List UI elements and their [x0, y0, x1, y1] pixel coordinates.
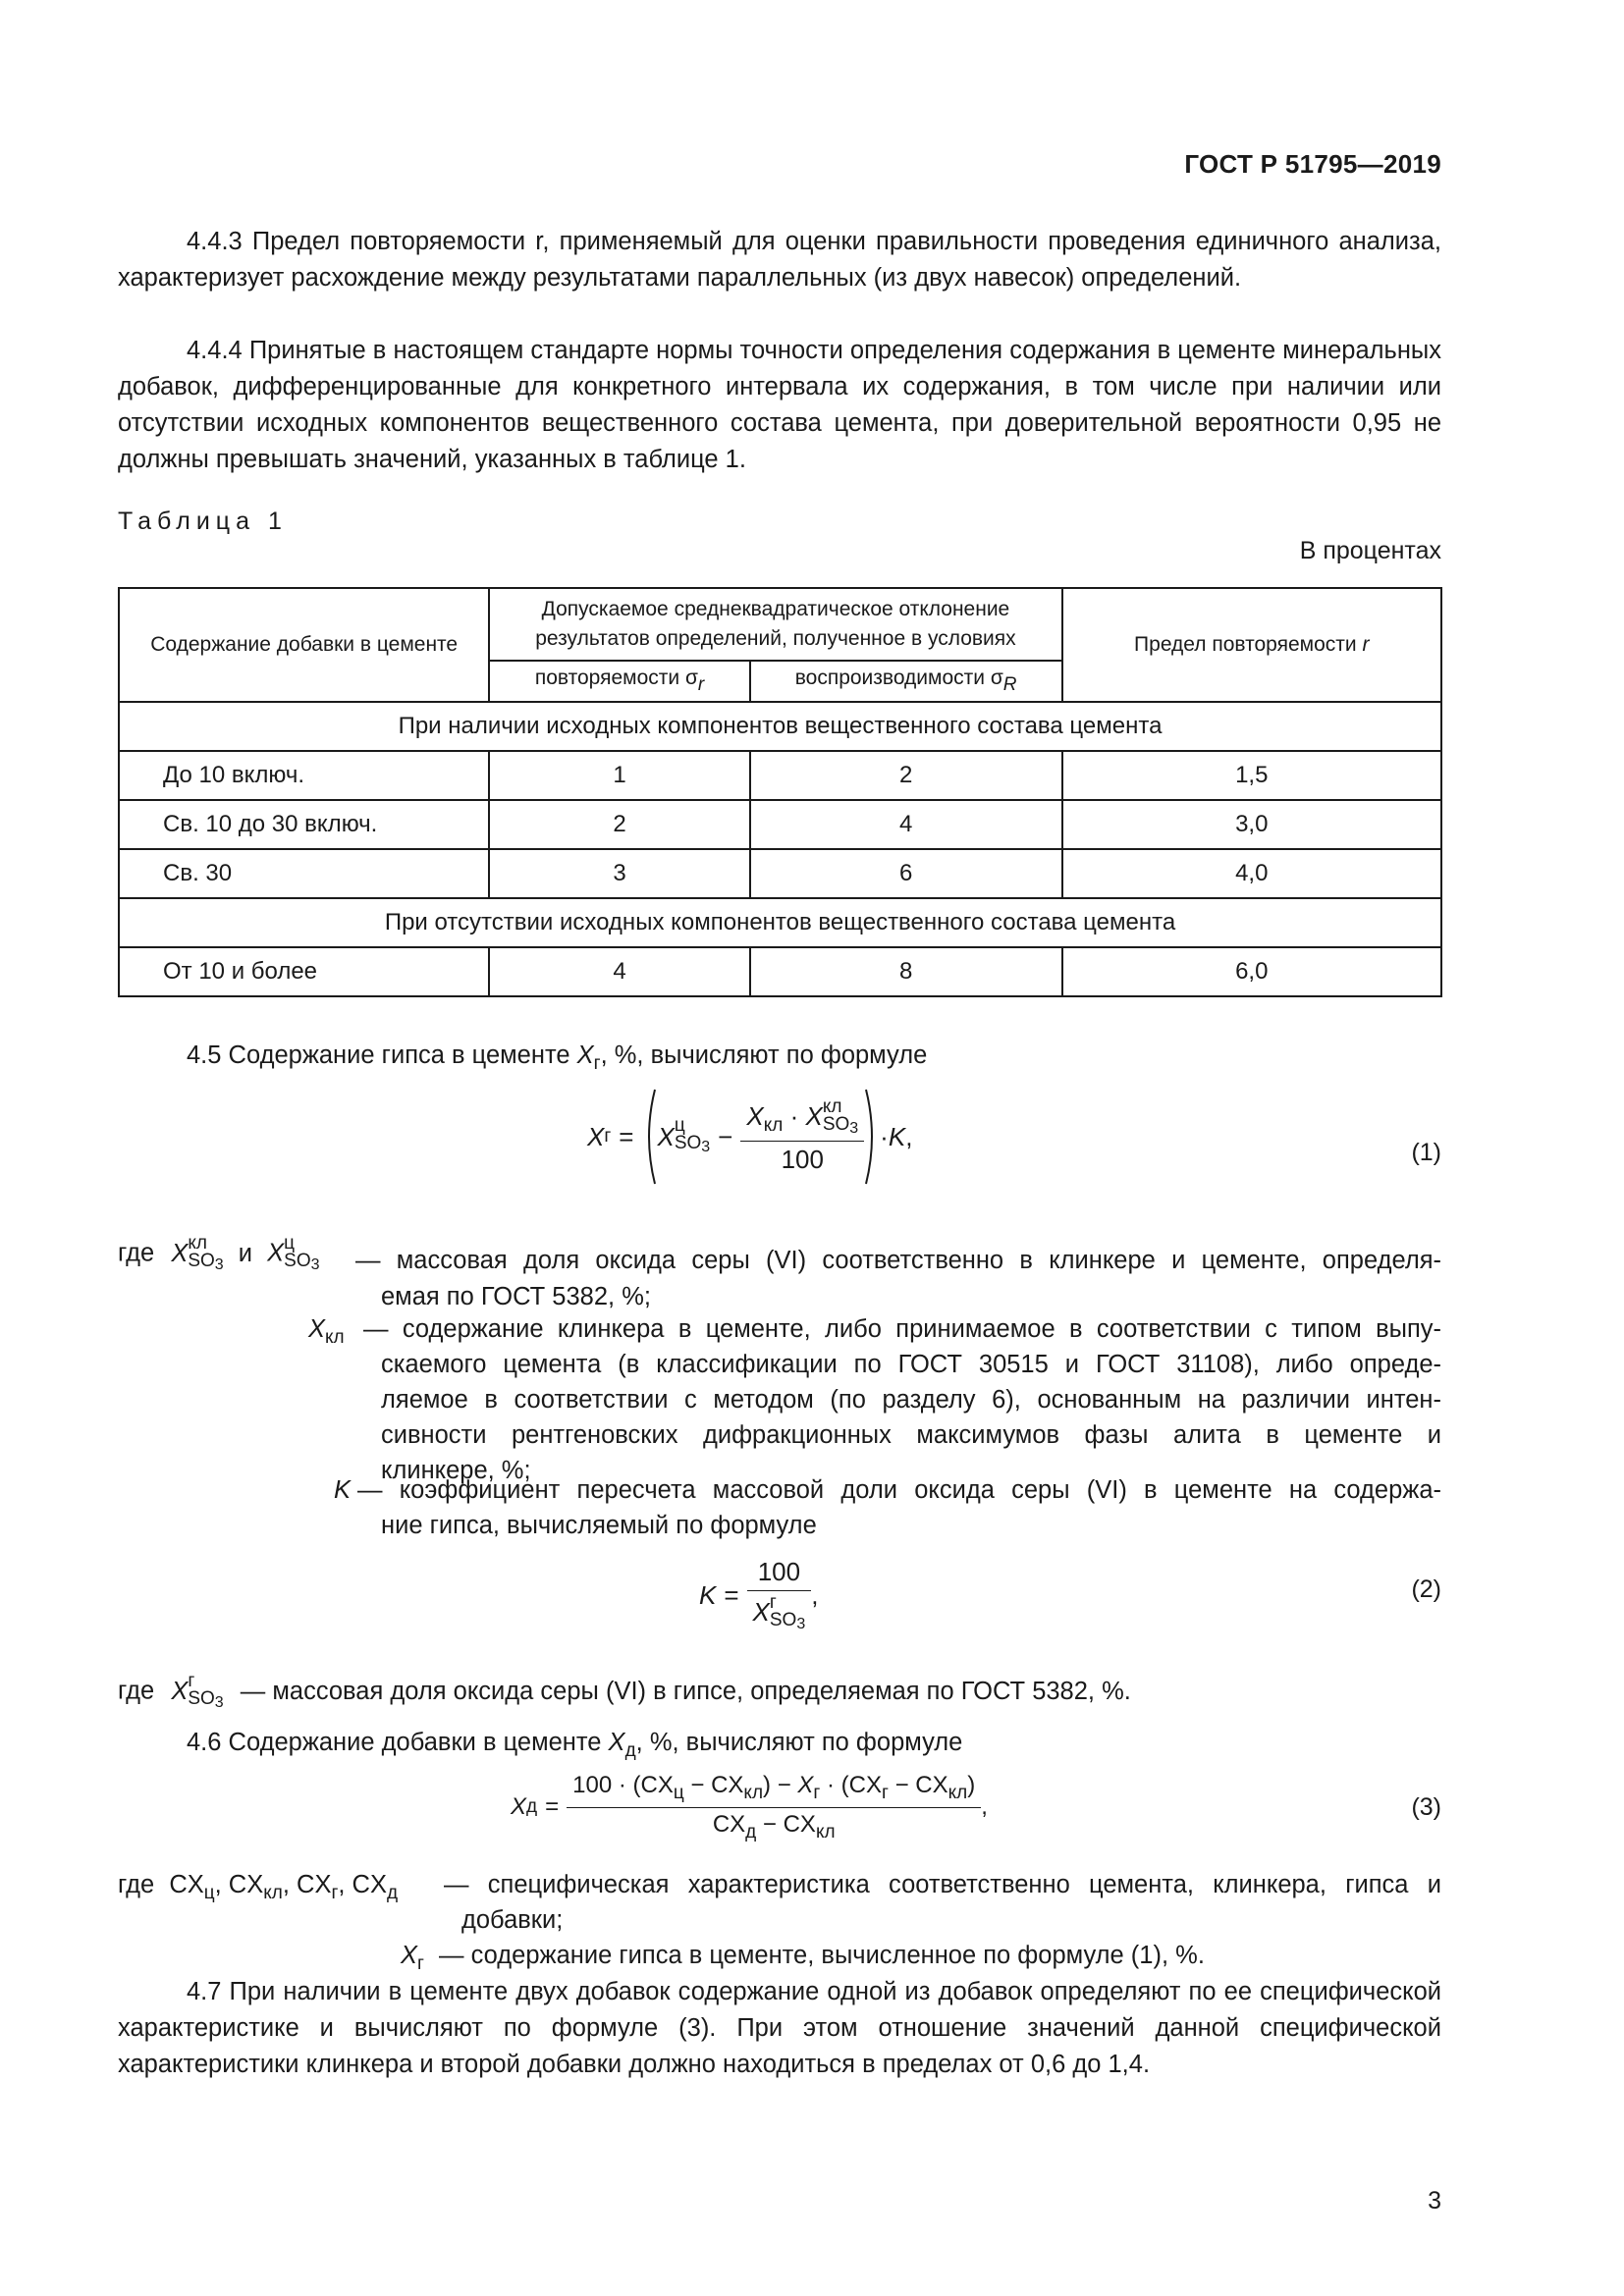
- cell-sr: 1: [489, 751, 749, 800]
- header-repeatability-label: повторяемости σ: [534, 667, 698, 689]
- formula-3: [511, 1763, 988, 1851]
- eq3-num-1: 100 · (CX: [572, 1771, 674, 1798]
- eq1-k: K: [888, 1121, 906, 1151]
- where1-x1-sub3: 3: [214, 1256, 224, 1273]
- table-row: [119, 751, 1441, 800]
- where3-s3: г: [331, 1883, 339, 1903]
- eq2-den-sup: г: [769, 1592, 777, 1613]
- where1-xkl-symbol: X: [308, 1315, 326, 1343]
- p46-symbol: X: [608, 1729, 625, 1756]
- where2-x-sub3: 3: [214, 1694, 224, 1711]
- header-reproducibility: [750, 661, 1062, 702]
- eq1-x-sub: SO: [674, 1133, 702, 1153]
- where1-text-a2: емая по ГОСТ 5382, %;: [381, 1283, 651, 1310]
- eq1-x-sub3: 3: [701, 1139, 711, 1155]
- eq3-num-x: X: [797, 1771, 814, 1798]
- where1-x1-sup: кл: [188, 1233, 207, 1254]
- where1-x1-sub: SO: [188, 1251, 215, 1271]
- header-repeatability-sub: r: [697, 674, 705, 695]
- eq2-equals: =: [724, 1579, 739, 1610]
- eq3-num-2-sub: кл: [743, 1782, 764, 1803]
- table-unit: В процентах: [1299, 537, 1441, 564]
- where1-text-b1: — содержание клинкера в цементе, либо принимаемое в соответствии с типом выпу-: [363, 1315, 1441, 1343]
- cell-content: Св. 30: [119, 849, 489, 898]
- header-limit: [1062, 588, 1441, 702]
- where1-x2-script: [284, 1235, 319, 1274]
- cell-content: Св. 10 до 30 включ.: [119, 800, 489, 849]
- where3-cx-4: , CX: [338, 1871, 387, 1898]
- header-group: Допускаемое среднеквадратическое отклонение результатов определений, полученное в условиях: [489, 588, 1061, 661]
- eq1-num-b-sub3: 3: [849, 1120, 859, 1137]
- where1-gde: где: [118, 1239, 155, 1267]
- eq3-den-2-sub: кл: [815, 1821, 836, 1842]
- cell-content: До 10 включ.: [119, 751, 489, 800]
- paragraph-4-7: 4.7 При наличии в цементе двух добавок содержание одной из добавок определяют по ее специфической характеристике и вычисляют по формуле (3). При этом отношение значений данной специфической характеристики клинкера и второй добавки должно находиться в пределах от 0,6 до 1,4.: [118, 1978, 1441, 2078]
- eq3-num-3: ) −: [763, 1771, 798, 1798]
- eq1-lhs-sub: г: [604, 1126, 612, 1147]
- page-number: 3: [1428, 2187, 1441, 2215]
- eq1-num-b: X: [805, 1100, 823, 1131]
- section-row-2: При отсутствии исходных компонентов вещественного состава цемента: [119, 898, 1441, 947]
- where1-x1: X: [171, 1239, 189, 1267]
- eq2-numerator: 100: [747, 1557, 812, 1591]
- header-content: Содержание добавки в цементе: [119, 588, 489, 702]
- eq1-denominator: 100: [781, 1145, 824, 1174]
- table-row: [119, 800, 1441, 849]
- where1-text-c2: ние гипса, вычисляемый по формуле: [381, 1512, 817, 1539]
- where-cx-list: [118, 1867, 398, 1911]
- where1-x2-sub: SO: [284, 1251, 311, 1271]
- where1-text-b4: сивности рентгеновских дифракционных максимумов фазы алита в цементе и: [381, 1421, 1441, 1449]
- formula-1: [587, 1088, 912, 1186]
- eq3-den-1: CX: [712, 1810, 746, 1838]
- cell-r: 3,0: [1062, 800, 1441, 849]
- cell-sr: 4: [489, 947, 749, 996]
- cell-r: 6,0: [1062, 947, 1441, 996]
- eq2-lhs: K: [699, 1579, 717, 1610]
- where3-cx-3: , CX: [282, 1871, 332, 1898]
- eq1-numerator: [740, 1098, 864, 1142]
- where3-xg-symbol: X: [401, 1942, 418, 1969]
- section-row-1: При наличии исходных компонентов вещественного состава цемента: [119, 702, 1441, 751]
- where3-cx-2: , CX: [214, 1871, 264, 1898]
- formula-2: [699, 1551, 818, 1639]
- equation-number-3: (3): [1411, 1793, 1441, 1821]
- where3-text-a1: — специфическая характеристика соответственно цемента, клинкера, гипса и: [444, 1871, 1441, 1898]
- where3-s4: д: [386, 1883, 399, 1903]
- equation-number-1: (1): [1411, 1139, 1441, 1166]
- eq3-fraction: [567, 1772, 981, 1843]
- eq2-den-script: [770, 1594, 805, 1633]
- p46-suffix: , %, вычисляют по формуле: [635, 1729, 963, 1756]
- eq3-denominator: [567, 1808, 981, 1843]
- where1-text-a: — массовая доля оксида серы (VI) соответственно в клинкере и цементе, определя-: [355, 1247, 1441, 1274]
- where2-gde: где: [118, 1677, 155, 1705]
- eq3-lhs: X: [511, 1793, 527, 1820]
- eq2-denominator: [747, 1591, 812, 1633]
- left-paren-icon: [641, 1088, 657, 1186]
- where-x-gypsum: [118, 1673, 1131, 1712]
- where1-x2-sup: ц: [284, 1233, 296, 1254]
- eq1-num-b-sup: кл: [822, 1096, 842, 1117]
- eq3-num-5-sub: кл: [947, 1782, 968, 1803]
- cell-sR: 2: [750, 751, 1062, 800]
- eq1-lhs: X: [587, 1121, 605, 1151]
- eq1-fraction: [740, 1098, 864, 1175]
- eq3-num-x-sub: г: [813, 1782, 821, 1803]
- where2-x-sup: г: [188, 1671, 195, 1691]
- eq1-x-script: [675, 1117, 710, 1156]
- p45-sub: г: [593, 1053, 601, 1074]
- table-row: [119, 947, 1441, 996]
- eq1-x: X: [657, 1121, 675, 1151]
- p46-sub: д: [624, 1740, 636, 1761]
- where3-cx-1: CX: [169, 1871, 204, 1898]
- where1-text-b2: скаемого цемента (в классификации по ГОСТ 30515 и ГОСТ 31108), либо опреде-: [381, 1351, 1441, 1378]
- where1-xkl: [308, 1311, 345, 1356]
- where2-x-script: [188, 1673, 223, 1712]
- p45-symbol: X: [576, 1041, 594, 1069]
- where1-text-c1: — коэффициент пересчета массовой доли оксида серы (VI) в цементе на содержа-: [357, 1476, 1441, 1504]
- where2-x: X: [171, 1677, 189, 1705]
- eq3-num-4: · (CX: [820, 1771, 883, 1798]
- eq3-den-1-sub: д: [745, 1821, 757, 1842]
- table-row: [119, 849, 1441, 898]
- p45-suffix: , %, вычисляют по формуле: [600, 1041, 928, 1069]
- precision-table: [118, 587, 1442, 997]
- right-paren-icon: [864, 1088, 880, 1186]
- where1-text-b5: клинкере, %;: [381, 1457, 531, 1484]
- eq3-lhs-sub: д: [526, 1796, 538, 1817]
- where1-x2: X: [267, 1239, 285, 1267]
- cell-sR: 4: [750, 800, 1062, 849]
- eq3-num-6: ): [967, 1771, 976, 1798]
- where2-text: — массовая доля оксида серы (VI) в гипсе, определяемая по ГОСТ 5382, %.: [240, 1677, 1131, 1705]
- cell-sr: 2: [489, 800, 749, 849]
- eq3-den-2: − CX: [756, 1810, 816, 1838]
- eq3-num-5: − CX: [888, 1771, 948, 1798]
- header-repeatability: [489, 661, 749, 702]
- eq1-dot: ·: [789, 1100, 799, 1131]
- eq1-minus: −: [718, 1121, 733, 1151]
- cell-sR: 8: [750, 947, 1062, 996]
- cell-content: От 10 и более: [119, 947, 489, 996]
- p46-prefix: 4.6 Содержание добавки в цементе: [187, 1729, 602, 1756]
- cell-r: 1,5: [1062, 751, 1441, 800]
- header-limit-label: Предел повторяемости: [1134, 633, 1357, 656]
- eq2-den-sub: SO: [769, 1610, 797, 1630]
- header-reproducibility-sub: R: [1002, 674, 1017, 695]
- eq1-num-a-sub: кл: [763, 1114, 784, 1136]
- where2-x-sub: SO: [188, 1688, 215, 1709]
- eq1-num-b-script: [823, 1098, 858, 1138]
- where1-x2-sub3: 3: [310, 1256, 320, 1273]
- eq1-dot-k: ·: [880, 1121, 889, 1151]
- cell-sr: 3: [489, 849, 749, 898]
- eq3-equals: =: [545, 1793, 560, 1820]
- where1-and: и: [238, 1239, 253, 1267]
- where1-k-symbol: K: [334, 1476, 352, 1504]
- where1-x1-script: [188, 1235, 223, 1274]
- eq2-den-x: X: [752, 1596, 770, 1627]
- eq1-comma: ,: [905, 1121, 913, 1151]
- eq2-fraction: [747, 1557, 812, 1633]
- eq3-comma: ,: [981, 1793, 988, 1820]
- where3-text-a2: добавки;: [461, 1906, 564, 1934]
- eq3-num-1-sub: ц: [673, 1782, 684, 1803]
- eq3-num-2: − CX: [683, 1771, 744, 1798]
- eq2-den-sub3: 3: [796, 1616, 806, 1632]
- eq3-num-4-sub: г: [882, 1782, 889, 1803]
- eq1-equals: =: [619, 1121, 634, 1151]
- where1-text-b3: ляемое в соответствии с методом (по разделу 6), основанным на различии интен-: [381, 1386, 1441, 1414]
- eq1-num-b-sub: SO: [822, 1114, 850, 1135]
- eq3-numerator: [567, 1772, 981, 1808]
- header-limit-symbol: r: [1362, 633, 1370, 656]
- where3-s1: ц: [203, 1883, 215, 1903]
- eq1-num-a: X: [746, 1100, 764, 1131]
- eq2-comma: ,: [811, 1579, 819, 1610]
- paragraph-4-4-4: 4.4.4 Принятые в настоящем стандарте нормы точности определения содержания в цементе минеральных добавок, дифференцированные для конкретного интервала их содержания, в том числе при наличии или отсутствии исходных компонентов вещественного состава цемента, при доверительной вероятности 0,95 не должны превышать значений, указанных в таблице 1.: [118, 337, 1441, 473]
- table-caption: Таблица 1: [118, 507, 288, 535]
- where-x-so3: [118, 1235, 320, 1274]
- cell-sR: 6: [750, 849, 1062, 898]
- paragraph-4-5: [118, 1038, 1441, 1082]
- eq1-x-sup: ц: [674, 1115, 685, 1136]
- where1-xkl-sub: кл: [325, 1327, 345, 1348]
- cell-r: 4,0: [1062, 849, 1441, 898]
- where3-s2: кл: [263, 1883, 283, 1903]
- p45-prefix: 4.5 Содержание гипса в цементе: [187, 1041, 570, 1069]
- where3-text-b: — содержание гипса в цементе, вычисленное по формуле (1), %.: [439, 1942, 1205, 1969]
- where3-xg-sub: г: [417, 1953, 424, 1974]
- document-number: ГОСТ Р 51795—2019: [1184, 149, 1441, 179]
- where3-gde: где: [118, 1871, 155, 1898]
- header-reproducibility-label: воспроизводимости σ: [794, 667, 1003, 689]
- equation-number-2: (2): [1411, 1575, 1441, 1603]
- paragraph-4-4-3: 4.4.3 Предел повторяемости r, применяемый для оценки правильности проведения единичного анализа, характеризует расхождение между результатами параллельных (из двух навесок) определений.: [118, 228, 1441, 292]
